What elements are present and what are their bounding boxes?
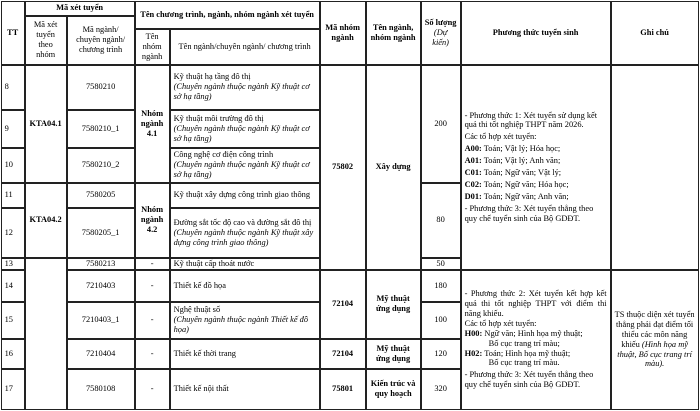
combo-line [465, 156, 607, 166]
header-ma-nhom-nganh: Mã nhóm ngành [320, 1, 366, 65]
header-ghi-chu: Ghi chú [611, 1, 699, 65]
program-code: 7210404 [67, 339, 135, 369]
program-subtitle: (Chuyên ngành thuộc ngành Thiết kế đồ họa) [173, 315, 309, 335]
program-name-cell [170, 302, 320, 339]
program-code: 7580210_2 [67, 148, 135, 183]
row-tt: 15 [1, 302, 25, 339]
program-name: Công nghệ cơ điện công trình [173, 150, 274, 160]
group-name-dash: - [135, 339, 170, 369]
group-name-dash: - [135, 270, 170, 302]
major-name-my-thuat: Mỹ thuật ứng dụng [366, 270, 421, 339]
program-name: Kỹ thuật xây dựng công trình giao thông [173, 190, 311, 200]
combo-code: C01: [464, 168, 482, 178]
program-code: 7210403 [67, 270, 135, 302]
combo-subjects: Toán; Ngữ văn; Vật lý; [483, 168, 562, 178]
quota-value: 320 [421, 369, 461, 410]
combo-code: H00: [464, 328, 483, 338]
program-name: Nghệ thuật số [173, 305, 221, 315]
row-tt: 14 [1, 270, 25, 302]
row-tt: 8 [1, 65, 25, 110]
major-code-xay-dung: 75802 [320, 65, 366, 270]
combo-subjects: Toán; Vật lý; Anh văn; [483, 156, 561, 166]
major-code-my-thuat: 72104 [320, 339, 366, 369]
program-subtitle: (Chuyên ngành thuộc ngành Kỹ thuật cơ sở hạ tầng) [173, 82, 310, 102]
major-name-kien-truc: Kiến trúc và quy hoạch [366, 369, 421, 410]
combo-line [465, 180, 607, 190]
row-tt: 9 [1, 110, 25, 148]
quota-value: 200 [421, 65, 461, 183]
combo-line [465, 329, 607, 339]
combo-code: D01: [464, 191, 482, 201]
header-ten-nhom: Tên nhóm ngành [135, 29, 170, 65]
program-code: 7580205_1 [67, 208, 135, 258]
method-3-text: - Phương thức 3: Xét tuyển thẳng theo quy chế tuyển sinh của Bộ GDĐT. [464, 370, 594, 390]
combos-title: Các tổ hợp xét tuyển: [464, 132, 537, 142]
quota-value: 50 [421, 258, 461, 270]
note-text: TS thuộc diện xét tuyển thẳng phải đạt điểm tối thiểu các môn năng khiếu [614, 309, 695, 349]
method-1-text: - Phương thức 1: Xét tuyển sử dụng kết quả thi tốt nghiệp THPT năm 2026. [464, 110, 598, 130]
combo-line [465, 144, 607, 154]
program-code: 7580210_1 [67, 110, 135, 148]
admission-methods-b [461, 270, 611, 410]
program-name: Thiết kế đồ họa [170, 270, 320, 302]
program-name: Kỹ thuật môi trường đô thị [173, 113, 264, 123]
program-subtitle: (Chuyên ngành thuộc ngành Kỹ thuật cơ sở hạ tầng) [173, 160, 310, 180]
combo-subjects: Ngữ văn; Hình họa mỹ thuật; [484, 328, 583, 338]
program-subtitle: (Chuyên ngành thuộc ngành Kỹ thuật xây dựng công trình giao thông) [173, 227, 314, 247]
major-code-kien-truc: 75801 [320, 369, 366, 410]
row-tt: 10 [1, 148, 25, 183]
header-so-luong [421, 1, 461, 65]
group-code-kta04-2: KTA04.2 [25, 183, 67, 258]
header-ma-xet-tuyen: Mã xét tuyển [25, 1, 135, 16]
program-code: 7580213 [67, 258, 135, 270]
group-name-4-1: Nhóm ngành 4.1 [135, 65, 170, 183]
program-name-cell [170, 110, 320, 148]
program-subtitle: (Chuyên ngành thuộc ngành Kỹ thuật cơ sở hạ tầng) [173, 123, 310, 143]
header-phuong-thuc: Phương thức tuyển sinh [461, 1, 611, 65]
note-cell [611, 270, 699, 410]
combo-code: A00: [464, 144, 482, 154]
header-ten-chuong-trinh: Tên chương trình, ngành, nhóm ngành xét tuyển [135, 1, 320, 29]
combo-subjects: Toán; Hình họa mỹ thuật; [484, 348, 571, 358]
program-code: 7210403_1 [67, 302, 135, 339]
header-tt: TT [1, 1, 25, 65]
row-tt: 16 [1, 339, 25, 369]
header-ma-theo-nhom: Mã xét tuyển theo nhóm [25, 16, 67, 65]
program-name-cell [170, 208, 320, 258]
program-name: Thiết kế thời trang [170, 339, 320, 369]
combo-subjects: Toán; Vật lý; Hóa học; [483, 144, 561, 154]
method-3-text: - Phương thức 3: Xét tuyển thẳng theo quy chế tuyển sinh của Bộ GDĐT. [464, 203, 594, 223]
header-ten-nganh-ct: Tên ngành/chuyên ngành/ chương trình [170, 29, 320, 65]
combo-code: A01: [464, 156, 482, 166]
program-name-cell [170, 65, 320, 110]
combo-line [465, 349, 607, 359]
program-name: Kỹ thuật cấp thoát nước [170, 258, 320, 270]
note-italic: (Hình họa mỹ thuật, Bố cục trang trí màu). [617, 339, 692, 369]
major-name-xay-dung: Xây dựng [366, 65, 421, 270]
program-name: Kỹ thuật hạ tầng đô thị [173, 72, 251, 82]
note-empty [611, 65, 699, 270]
quota-value: 120 [421, 339, 461, 369]
combo-subjects-cont: Bố cục trang trí màu. [488, 358, 560, 368]
row-tt: 13 [1, 258, 25, 270]
program-code: 7580108 [67, 369, 135, 410]
row-tt: 11 [1, 183, 25, 208]
program-name-cell [170, 183, 320, 208]
group-name-dash: - [135, 369, 170, 410]
program-name-cell [170, 148, 320, 183]
combo-subjects: Toán; Ngữ văn; Anh văn; [483, 191, 569, 201]
group-code-kta04-1: KTA04.1 [25, 65, 67, 183]
admission-methods-a [461, 65, 611, 270]
group-name-dash: - [135, 302, 170, 339]
combo-subjects: Toán; Ngữ văn; Hóa học; [483, 180, 569, 190]
combos-title: Các tổ hợp xét tuyển: [464, 318, 537, 328]
group-name-dash: - [135, 258, 170, 270]
group-name-4-2: Nhóm ngành 4.2 [135, 183, 170, 258]
row-tt: 17 [1, 369, 25, 410]
header-ten-nganh-nhom: Tên ngành, nhóm ngành [366, 1, 421, 65]
group-code-empty [25, 258, 67, 410]
major-name-my-thuat: Mỹ thuật ứng dụng [366, 339, 421, 369]
combo-subjects-cont: Bố cục trang trí màu; [488, 338, 560, 348]
quota-value: 80 [421, 183, 461, 258]
program-name: Thiết kế nội thất [170, 369, 320, 410]
header-ma-nganh-ct: Mã ngành/ chuyên ngành/ chương trình [67, 16, 135, 65]
combo-code: H02: [464, 348, 483, 358]
major-code-my-thuat: 72104 [320, 270, 366, 339]
header-du-kien: (Dự kiến) [432, 27, 449, 47]
combo-line [465, 168, 607, 178]
quota-value: 180 [421, 270, 461, 302]
program-name: Đường sắt tốc độ cao và đường sắt đô thị [173, 217, 312, 227]
combo-line [465, 192, 607, 202]
program-code: 7580210 [67, 65, 135, 110]
header-so-luong-label: Số lượng [424, 17, 457, 27]
row-tt: 12 [1, 208, 25, 258]
quota-value: 100 [421, 302, 461, 339]
method-2-text: - Phương thức 2: Xét tuyển kết hợp kết quả thi tốt nghiệp THPT với điểm thi năng khiếu. [464, 289, 607, 318]
combo-code: C02: [464, 180, 482, 190]
program-code: 7580205 [67, 183, 135, 208]
